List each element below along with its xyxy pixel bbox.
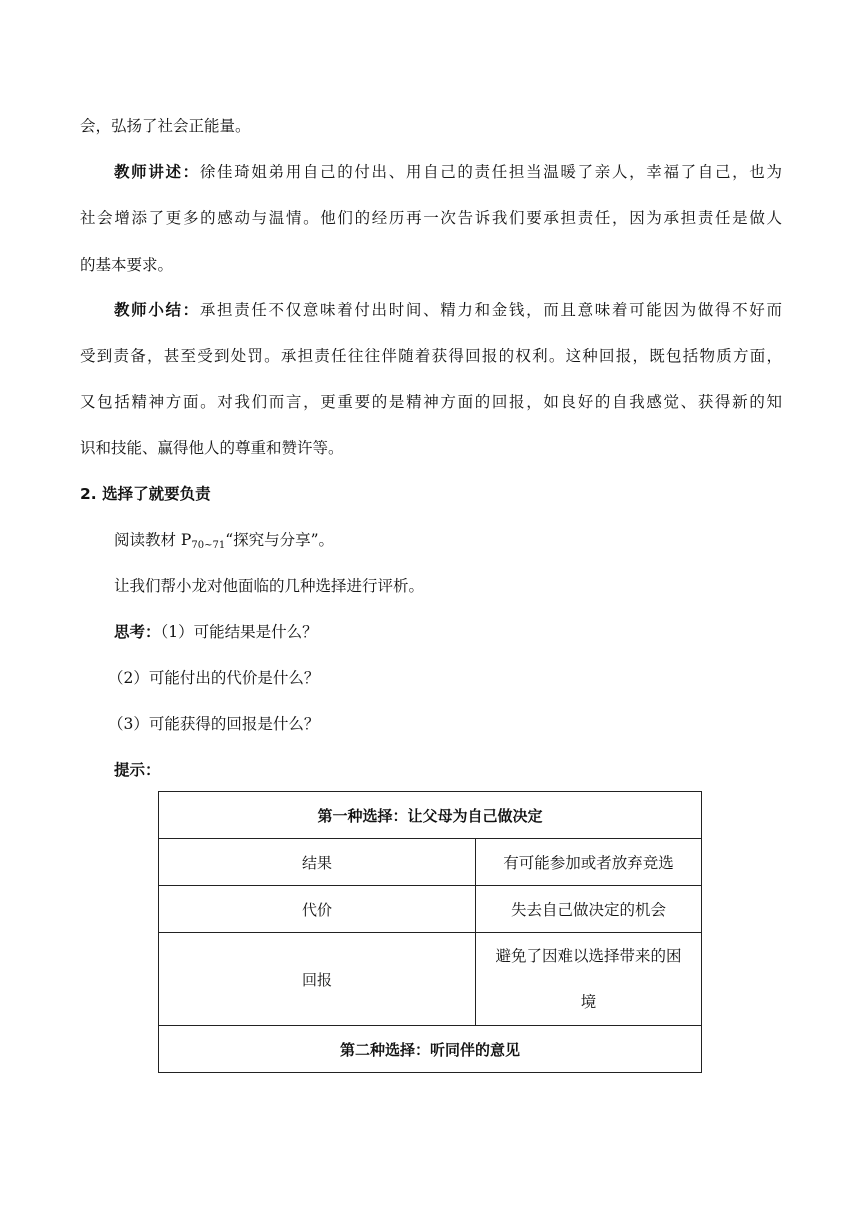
reading-suffix: “探究与分享”。 xyxy=(225,531,335,549)
teacher-narration-label: 教师讲述： xyxy=(114,163,200,181)
instruction-text: 让我们帮小龙对他面临的几种选择进行评析。 xyxy=(114,577,425,595)
teacher-summary-line-1 xyxy=(114,298,782,322)
hint-label: 提示： xyxy=(114,761,161,779)
think-question-2: （2）可能付出的代价是什么？ xyxy=(108,669,320,687)
think-question-1 xyxy=(114,620,782,644)
think-question-3: （3）可能获得的回报是什么？ xyxy=(108,715,320,733)
table-row xyxy=(159,886,702,933)
textbook-pages: 70~71 xyxy=(191,540,226,551)
choice-1-title: 第一种选择：让父母为自己做决定 xyxy=(159,792,702,839)
paragraph-text: 会，弘扬了社会正能量。 xyxy=(80,117,251,135)
paragraph-text: 社会增添了更多的感动与温情。他们的经历再一次告诉我们要承担责任，因为承担责任是做人 xyxy=(80,209,782,227)
row-label-result: 结果 xyxy=(159,839,476,886)
hint-table xyxy=(158,791,702,1073)
reward-value-line-1: 避免了因难以选择带来的困 xyxy=(495,947,682,965)
row-value-cost: 失去自己做决定的机会 xyxy=(476,886,702,933)
teacher-summary-line-3 xyxy=(80,390,782,414)
teacher-narration-line-1 xyxy=(114,160,782,184)
table-row xyxy=(159,839,702,886)
choice-2-title: 第二种选择：听同伴的意见 xyxy=(159,1026,702,1073)
row-label-cost: 代价 xyxy=(159,886,476,933)
paragraph-continuation xyxy=(80,114,782,138)
paragraph-text: 承担责任不仅意味着付出时间、精力和金钱，而且意味着可能因为做得不好而 xyxy=(199,301,782,319)
teacher-summary-line-2 xyxy=(80,344,782,368)
paragraph-text: 的基本要求。 xyxy=(80,256,174,274)
teacher-narration-line-2 xyxy=(80,206,782,230)
paragraph-text: 受到责备，甚至受到处罚。承担责任往往伴随着获得回报的权利。这种回报，既包括物质方面， xyxy=(80,347,782,365)
table-row xyxy=(159,792,702,839)
table-row xyxy=(159,933,702,1026)
reward-value-line-2: 境 xyxy=(580,993,597,1011)
row-label-reward: 回报 xyxy=(159,933,476,1026)
row-value-result: 有可能参加或者放弃竞选 xyxy=(476,839,702,886)
reading-prefix: 阅读教材 P xyxy=(114,531,192,549)
question-text: （1）可能结果是什么？ xyxy=(160,623,318,641)
paragraph-text: 识和技能、赢得他人的尊重和赞许等。 xyxy=(80,439,344,457)
teacher-narration-line-3 xyxy=(80,253,782,277)
reading-instruction xyxy=(114,528,782,558)
teacher-summary-label: 教师小结： xyxy=(114,301,200,319)
teacher-summary-line-4 xyxy=(80,436,782,460)
think-label: 思考： xyxy=(114,623,161,641)
paragraph-text: 徐佳琦姐弟用自己的付出、用自己的责任担当温暖了亲人，幸福了自己，也为 xyxy=(199,163,782,181)
section-heading: 2. 选择了就要负责 xyxy=(80,485,211,503)
paragraph-text: 又包括精神方面。对我们而言，更重要的是精神方面的回报，如良好的自我感觉、获得新的知 xyxy=(80,393,782,411)
row-value-reward xyxy=(476,933,702,1026)
table-row xyxy=(159,1026,702,1073)
